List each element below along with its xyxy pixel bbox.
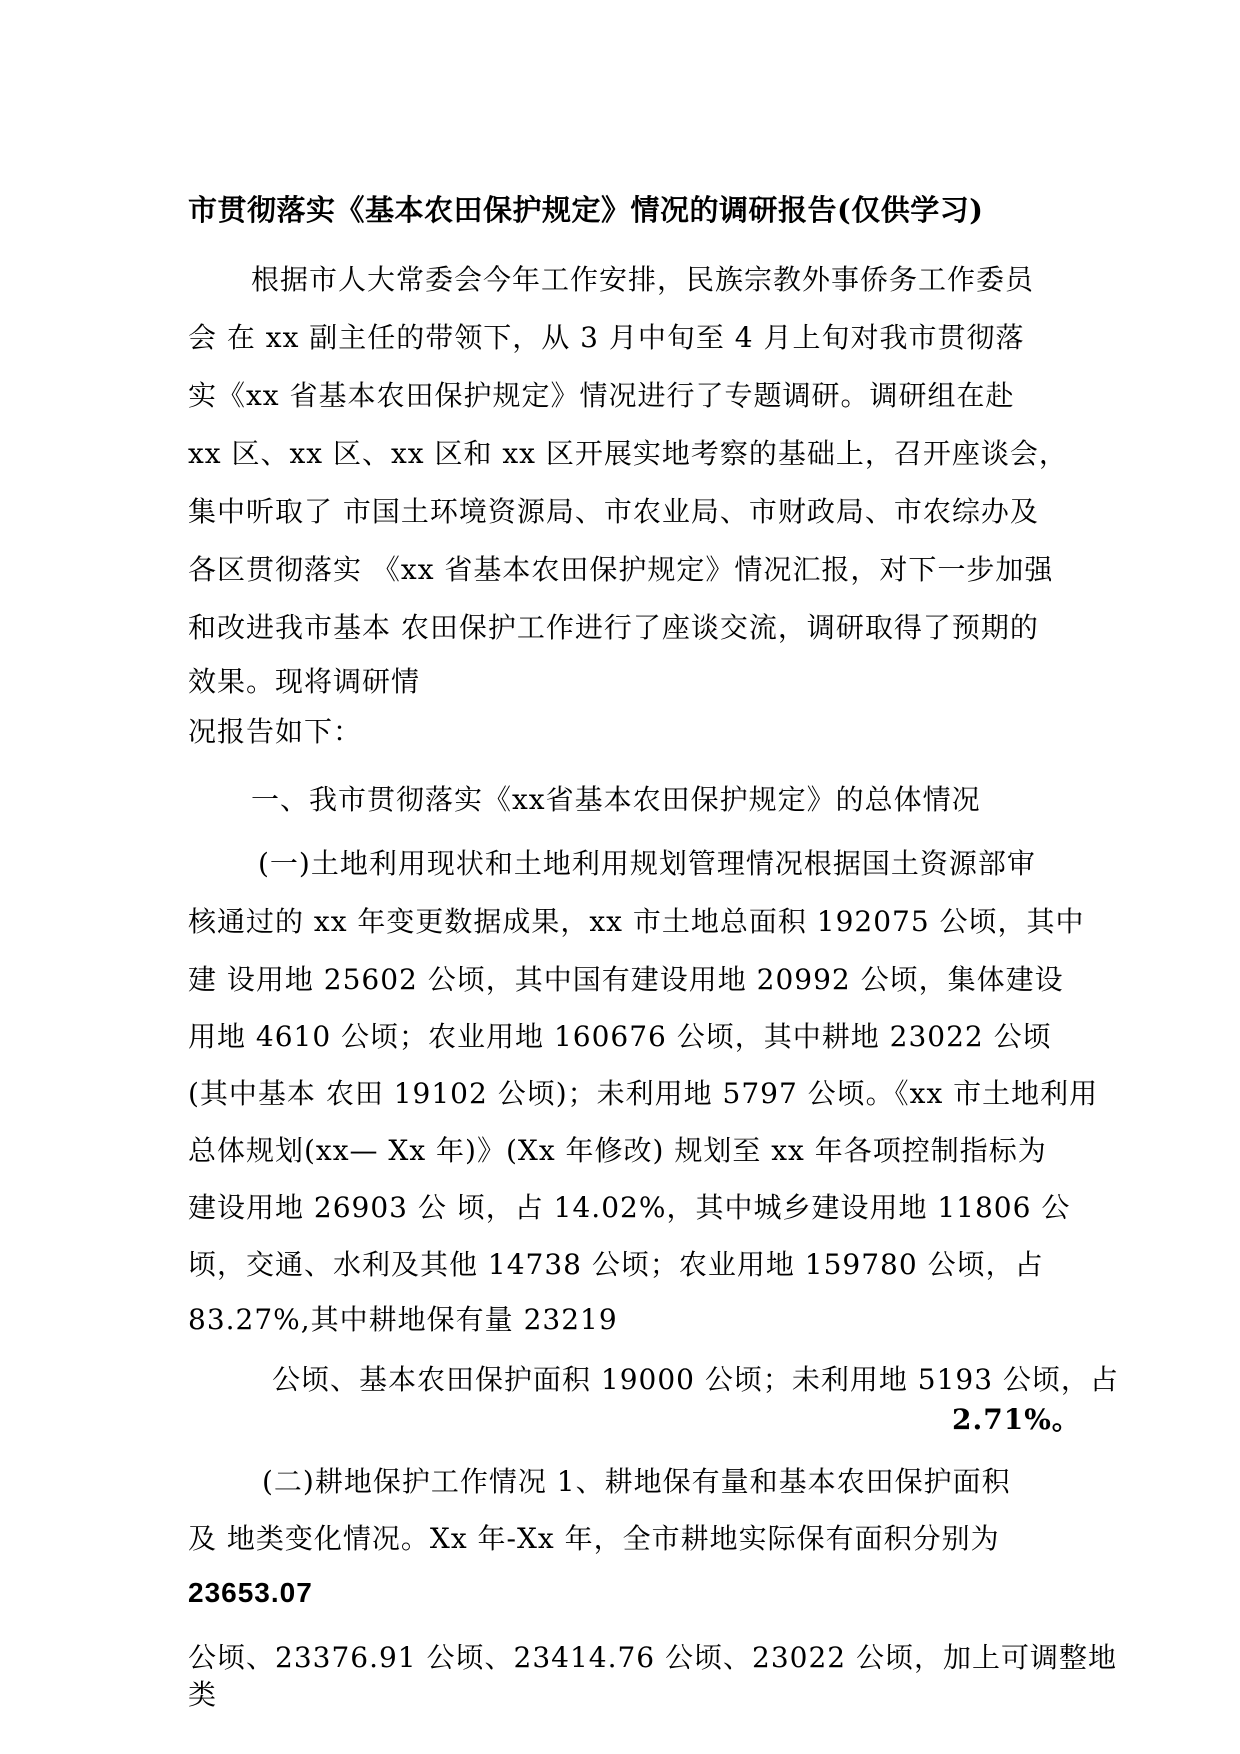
paragraph-line: 和改进我市基本 农田保护工作进行了座谈交流，调研取得了预期的 bbox=[188, 611, 1039, 644]
paragraph-line: 建 设用地 25602 公顷，其中国有建设用地 20992 公顷，集体建设 bbox=[188, 963, 1064, 996]
section-heading: 一、我市贯彻落实《xx省基本农田保护规定》的总体情况 bbox=[251, 783, 981, 816]
paragraph-line: 公顷、基本农田保护面积 19000 公顷；未利用地 5193 公顷，占 bbox=[272, 1363, 1119, 1396]
paragraph-line: 根据市人大常委会今年工作安排，民族宗教外事侨务工作委员 bbox=[251, 263, 1035, 296]
paragraph-line: 类 bbox=[188, 1678, 218, 1711]
paragraph-line: 公顷、23376.91 公顷、23414.76 公顷、23022 公顷，加上可调整地 bbox=[188, 1641, 1117, 1674]
paragraph-line: (其中基本 农田 19102 公顷)；未利用地 5797 公顷。《xx 市土地利用 bbox=[188, 1077, 1099, 1110]
paragraph-line: 用地 4610 公顷；农业用地 160676 公顷，其中耕地 23022 公顷 bbox=[188, 1020, 1052, 1053]
paragraph-line: 2.71%。 bbox=[952, 1403, 1081, 1436]
paragraph-line: 效果。现将调研情 bbox=[188, 665, 421, 698]
paragraph-line: xx 区、xx 区、xx 区和 xx 区开展实地考察的基础上，召开座谈会， bbox=[188, 437, 1068, 470]
paragraph-line: 会 在 xx 副主任的带领下，从 3 月中旬至 4 月上旬对我市贯彻落 bbox=[188, 321, 1025, 354]
paragraph-line: (一)土地利用现状和土地利用规划管理情况根据国土资源部审 bbox=[258, 847, 1036, 880]
paragraph-line: 总体规划(xx— Xx 年)》(Xx 年修改) 规划至 xx 年各项控制指标为 bbox=[188, 1134, 1047, 1167]
paragraph-line: 83.27%,其中耕地保有量 23219 bbox=[188, 1303, 618, 1336]
paragraph-line: 实《xx 省基本农田保护规定》情况进行了专题调研。调研组在赴 bbox=[188, 379, 1015, 412]
paragraph-line: 各区贯彻落实 《xx 省基本农田保护规定》情况汇报，对下一步加强 bbox=[188, 553, 1054, 586]
document-title: 市贯彻落实《基本农田保护规定》情况的调研报告(仅供学习) bbox=[188, 193, 984, 227]
paragraph-line: 及 地类变化情况。Xx 年-Xx 年，全市耕地实际保有面积分别为 bbox=[188, 1522, 1000, 1555]
paragraph-line: 况报告如下： bbox=[188, 715, 363, 748]
paragraph-line: 顷，交通、水利及其他 14738 公顷；农业用地 159780 公顷，占 bbox=[188, 1248, 1044, 1281]
paragraph-line: 建设用地 26903 公 顷，占 14.02%，其中城乡建设用地 11806 公 bbox=[188, 1191, 1071, 1224]
paragraph-line: (二)耕地保护工作情况 1、耕地保有量和基本农田保护面积 bbox=[262, 1465, 1011, 1498]
paragraph-line: 核通过的 xx 年变更数据成果，xx 市土地总面积 192075 公顷，其中 bbox=[188, 905, 1085, 938]
paragraph-line: 集中听取了 市国土环境资源局、市农业局、市财政局、市农综办及 bbox=[188, 495, 1039, 528]
paragraph-line: 23653.07 bbox=[188, 1577, 313, 1608]
